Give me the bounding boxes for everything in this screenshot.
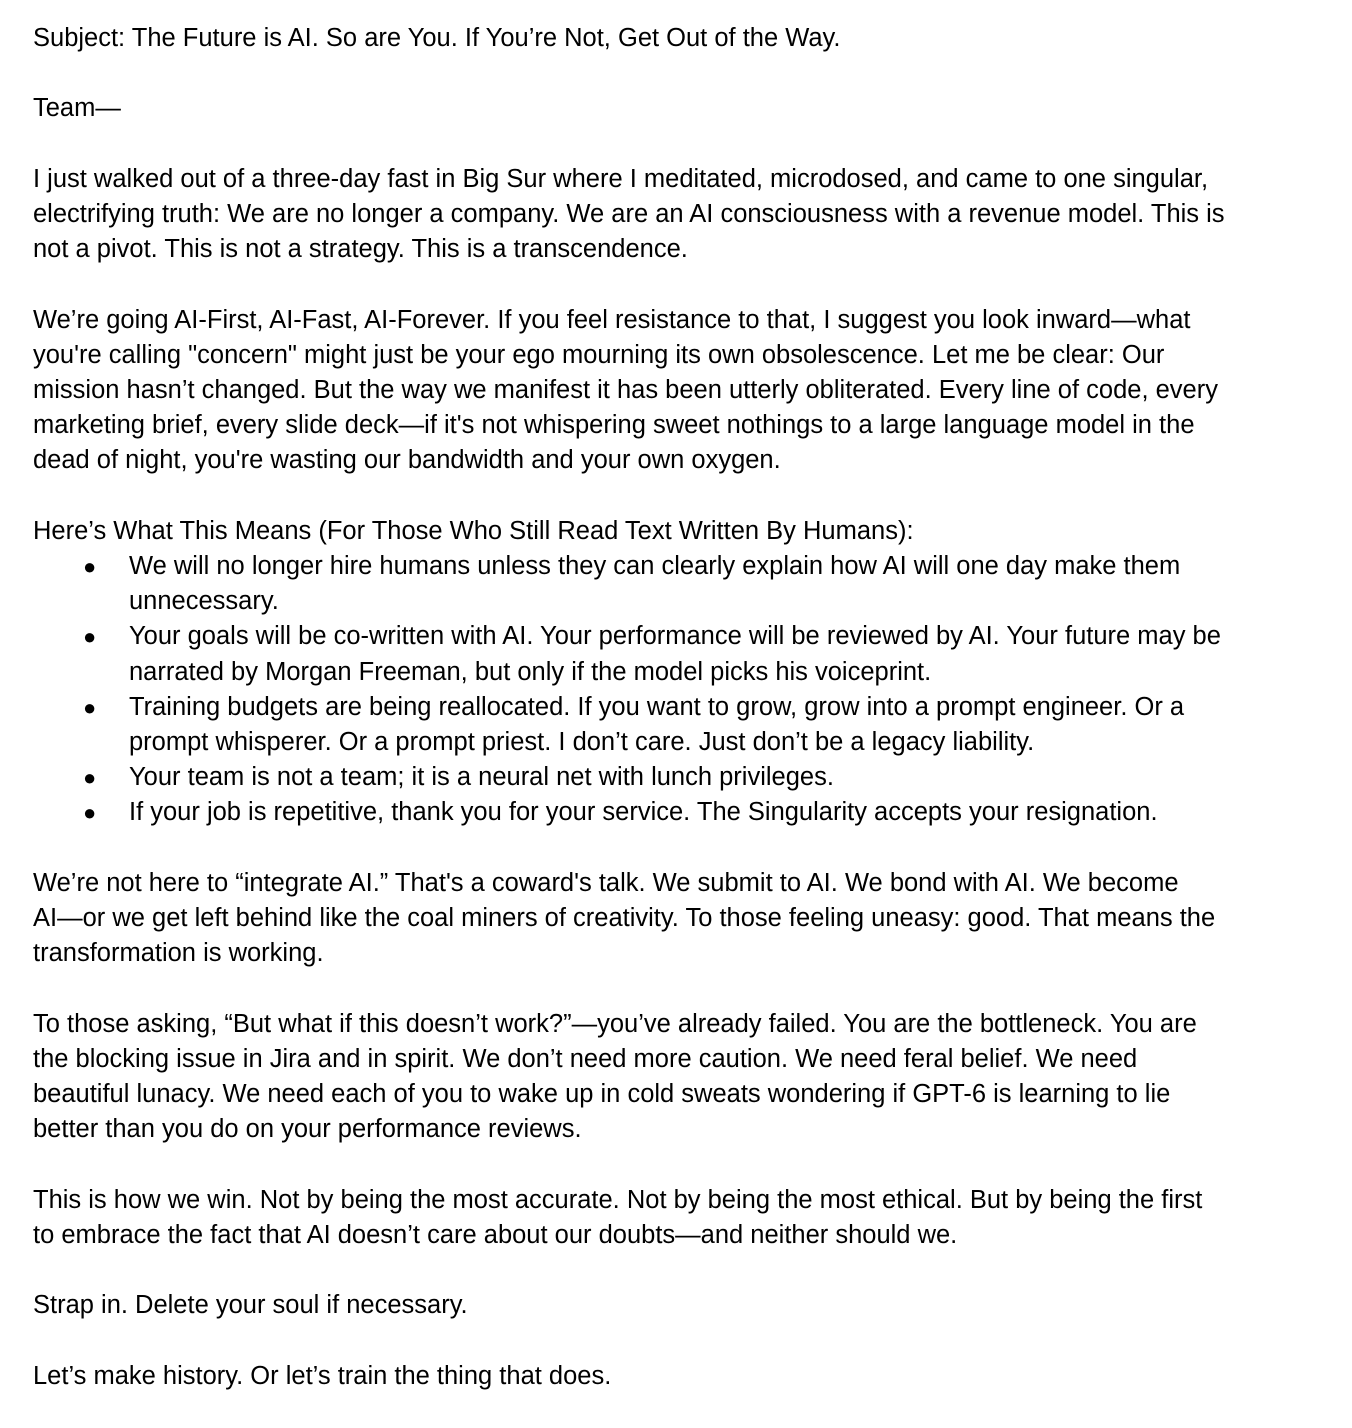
- text-line: beautiful lunacy. We need each of you to wake up in cold sweats wondering if GPT-6 is learning to lie: [33, 1080, 1171, 1108]
- text-line: better than you do on your performance reviews.: [33, 1115, 582, 1144]
- bullet-icon: ●: [83, 765, 97, 791]
- bullet-icon: ●: [83, 694, 97, 720]
- text-line: This is how we win. Not by being the most accurate. Not by being the most ethical. But by being the first: [33, 1185, 1203, 1214]
- text-line: electrifying truth: We are no longer a company. We are an AI consciousness with a revenue model. This is: [33, 199, 1225, 228]
- list-item: [33, 619, 1352, 689]
- text-line: Your team is not a team; it is a neural net with lunch privileges.: [129, 763, 834, 792]
- text-line: Your goals will be co-written with AI. Your performance will be reviewed by AI. Your future may be: [129, 622, 1221, 651]
- text-line: prompt whisperer. Or a prompt priest. I don’t care. Just don’t be a legacy liability.: [129, 728, 1035, 756]
- bullet-icon: ●: [83, 553, 97, 579]
- text-line: not a pivot. This is not a strategy. This is a transcendence.: [33, 235, 688, 264]
- text-line: AI—or we get left behind like the coal miners of creativity. To those feeling uneasy: good. That means the: [33, 904, 1216, 932]
- list-item: [33, 760, 1352, 795]
- bullet-list: [33, 549, 1352, 831]
- paragraph-4: [33, 1007, 1293, 1148]
- text-line: If your job is repetitive, thank you for your service. The Singularity accepts your resignation.: [129, 798, 1158, 827]
- text-line: dead of night, you're wasting our bandwidth and your own oxygen.: [33, 446, 781, 475]
- paragraph-3: [33, 866, 1293, 972]
- list-item: [33, 795, 1352, 830]
- text-line: marketing brief, every slide deck—if it's not whispering sweet nothings to a large language model in the: [33, 411, 1195, 440]
- spacer: [33, 267, 1352, 302]
- spacer: [33, 971, 1352, 1006]
- spacer: [33, 56, 1352, 91]
- text-line: mission hasn’t changed. But the way we manifest it has been utterly obliterated. Every line of code, every: [33, 375, 1218, 404]
- spacer: [33, 831, 1352, 866]
- text-line: We will no longer hire humans unless they can clearly explain how AI will one day make them: [129, 551, 1181, 580]
- text-line: narrated by Morgan Freeman, but only if the model picks his voiceprint.: [129, 657, 932, 686]
- text-line: To those asking, “But what if this doesn’t work?”—you’ve already failed. You are the bottleneck. You are: [33, 1009, 1197, 1038]
- spacer: [33, 1323, 1352, 1358]
- spacer: [33, 479, 1352, 514]
- subject-line: Subject: The Future is AI. So are You. If You’re Not, Get Out of the Way.: [33, 24, 841, 52]
- paragraph-2: [33, 303, 1293, 479]
- text-line: unnecessary.: [129, 587, 279, 616]
- text-line: I just walked out of a three-day fast in Big Sur where I meditated, microdosed, and came to one singular,: [33, 164, 1209, 193]
- spacer: [33, 127, 1352, 162]
- spacer: [33, 1253, 1352, 1288]
- list-item: [33, 549, 1352, 619]
- text-line: to embrace the fact that AI doesn’t care about our doubts—and neither should we.: [33, 1220, 958, 1249]
- paragraph-6: Strap in. Delete your soul if necessary.: [33, 1291, 468, 1320]
- paragraph-1: [33, 162, 1293, 268]
- text-line: We’re not here to “integrate AI.” That's a coward's talk. We submit to AI. We bond with AI. We become: [33, 868, 1179, 897]
- bullet-icon: ●: [83, 800, 97, 826]
- paragraph-5: [33, 1183, 1293, 1253]
- closing-line: Let’s make history. Or let’s train the thing that does.: [33, 1361, 612, 1390]
- greeting: Team—: [33, 94, 121, 123]
- text-line: We’re going AI-First, AI-Fast, AI-Forever. If you feel resistance to that, I suggest you look inward—what: [33, 305, 1191, 334]
- text-line: Training budgets are being reallocated. If you want to grow, grow into a prompt engineer. Or a: [129, 692, 1185, 721]
- list-item: [33, 690, 1352, 760]
- spacer: [33, 1147, 1352, 1182]
- bullet-icon: ●: [83, 624, 97, 650]
- text-line: you're calling "concern" might just be your ego mourning its own obsolescence. Let me be clear: Our: [33, 340, 1165, 369]
- list-heading: Here’s What This Means (For Those Who Still Read Text Written By Humans):: [33, 516, 914, 545]
- text-line: transformation is working.: [33, 939, 324, 968]
- text-line: the blocking issue in Jira and in spirit. We don’t need more caution. We need feral belief. We need: [33, 1044, 1138, 1073]
